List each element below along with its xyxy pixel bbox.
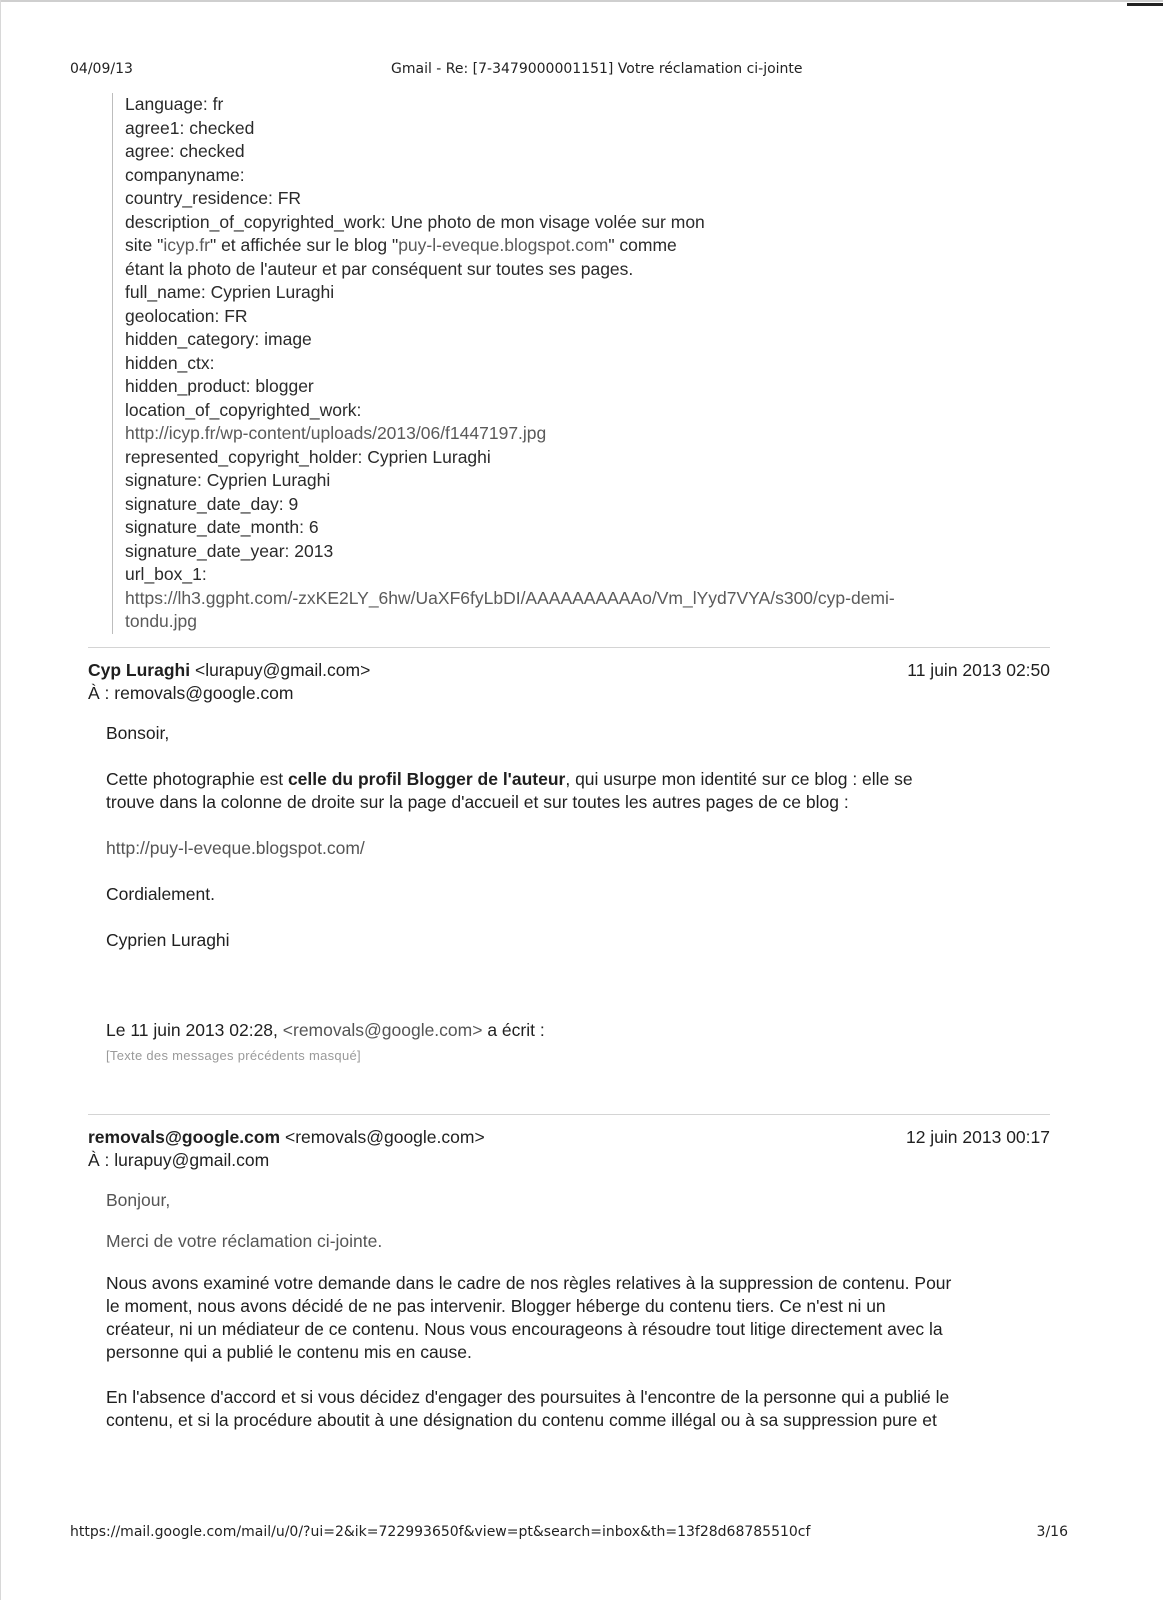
closing: Cordialement. (106, 884, 215, 904)
form-line: Language: fr (125, 94, 224, 114)
page-number: 3/16 (1036, 1524, 1068, 1540)
link[interactable]: puy-l-eveque.blogspot.com (398, 235, 609, 255)
form-line: hidden_ctx: (125, 352, 215, 373)
message-body (106, 1189, 1036, 1432)
recipient: À : removals@google.com (88, 683, 294, 703)
quote-intro: Le 11 juin 2013 02:28, <removals@google.com> a écrit : [Texte des messages précédents masqué] (106, 1019, 1036, 1067)
print-url: https://mail.google.com/mail/u/0/?ui=2&ik=722993650f&view=pt&search=inbox&th=13f28d68785510cf (70, 1524, 811, 1540)
sender (88, 659, 370, 682)
quote-intro-email[interactable]: <removals@google.com> (282, 1020, 483, 1040)
greeting: Bonjour, (106, 1190, 171, 1210)
link[interactable]: icyp.fr (163, 235, 210, 255)
message-separator (88, 647, 1050, 648)
print-date: 04/09/13 (70, 61, 133, 77)
print-header (70, 61, 1068, 81)
form-line: signature_date_day: 9 (125, 493, 299, 514)
link[interactable]: http://icyp.fr/wp-content/uploads/2013/06/f1447197.jpg (125, 423, 547, 443)
link[interactable]: https://lh3.ggpht.com/-zxKE2LY_6hw/UaXF6fyLbDI/AAAAAAAAAAo/Vm_lYyd7VYA/s300/cyp-demi- (125, 587, 895, 608)
form-line: agree: checked (125, 141, 245, 161)
form-line: site "icyp.fr" et affichée sur le blog "puy-l-eveque.blogspot.com" comme (125, 235, 677, 255)
form-line: geolocation: FR (125, 305, 248, 326)
sender-email[interactable]: <removals@google.com> (285, 1127, 485, 1147)
form-line: companyname: (125, 164, 245, 185)
form-line: hidden_product: blogger (125, 376, 314, 396)
paragraph-line: le moment, nous avons décidé de ne pas intervenir. Blogger héberge du contenu tiers. Ce n'est ni un (106, 1296, 886, 1316)
form-line: signature_date_year: 2013 (125, 540, 334, 561)
scan-mark (1127, 3, 1163, 6)
signature: Cyprien Luraghi (106, 930, 230, 950)
form-line (125, 422, 1025, 446)
paragraph-line: En l'absence d'accord et si vous décidez d'engager des poursuites à l'encontre de la personne qui a publié le (106, 1387, 950, 1407)
form-line: full_name: Cyprien Luraghi (125, 282, 335, 302)
link[interactable]: tondu.jpg (125, 611, 198, 631)
form-line: signature_date_month: 6 (125, 517, 319, 537)
sender-name: Cyp Luraghi (88, 660, 191, 680)
message-separator (88, 1114, 1050, 1115)
form-line: étant la photo de l'auteur et par conséquent sur toutes ses pages. (125, 258, 634, 279)
sender-email[interactable]: <lurapuy@gmail.com> (194, 660, 371, 680)
message-date: 11 juin 2013 02:50 (907, 660, 1050, 680)
form-line: represented_copyright_holder: Cyprien Luraghi (125, 446, 491, 467)
form-line (125, 610, 1025, 634)
paragraph-line: contenu, et si la procédure aboutit à une désignation du contenu comme illégal ou à sa suppression pure et (106, 1410, 937, 1430)
show-trimmed-content-link[interactable]: [Texte des messages précédents masqué] (106, 1048, 361, 1063)
body-paragraph (106, 1272, 1036, 1364)
greeting: Bonsoir, (106, 723, 170, 743)
thanks: Merci de votre réclamation ci-jointe. (106, 1231, 383, 1251)
form-line: location_of_copyrighted_work: (125, 399, 362, 420)
paragraph-line: Nous avons examiné votre demande dans le cadre de nos règles relatives à la suppression de contenu. Pour (106, 1273, 952, 1293)
print-title: Gmail - Re: [7-3479000001151] Votre réclamation ci-jointe (391, 61, 803, 77)
form-line: signature: Cyprien Luraghi (125, 470, 331, 490)
recipient: À : lurapuy@gmail.com (88, 1150, 270, 1170)
form-line: agree1: checked (125, 117, 255, 138)
form-line: url_box_1: (125, 564, 207, 584)
form-line: description_of_copyrighted_work: Une photo de mon visage volée sur mon (125, 211, 705, 232)
message-body (106, 722, 1036, 952)
body-paragraph (106, 1386, 1036, 1432)
message-date: 12 juin 2013 00:17 (905, 1127, 1050, 1147)
form-line (125, 587, 1025, 611)
body-paragraph: Cette photographie est celle du profil Blogger de l'auteur, qui usurpe mon identité sur ce blog : elle se trouve dans la colonne de droite sur la page d'accueil et sur toutes les autres pages de ce blog : (106, 769, 913, 812)
scan-edge-top (0, 0, 1163, 2)
sender (88, 1126, 485, 1149)
print-footer (70, 1524, 1068, 1544)
blog-link[interactable]: http://puy-l-eveque.blogspot.com/ (106, 838, 365, 858)
quoted-form-block (112, 93, 1025, 634)
form-line: country_residence: FR (125, 188, 302, 208)
paragraph-line: créateur, ni un médiateur de ce contenu. Nous vous encourageons à résoudre tout litige directement avec la (106, 1319, 943, 1339)
paragraph-line: personne qui a publié le contenu mis en cause. (106, 1342, 472, 1362)
scan-edge-left (0, 0, 1, 1600)
sender-name: removals@google.com (88, 1127, 281, 1147)
form-line: hidden_category: image (125, 329, 312, 349)
